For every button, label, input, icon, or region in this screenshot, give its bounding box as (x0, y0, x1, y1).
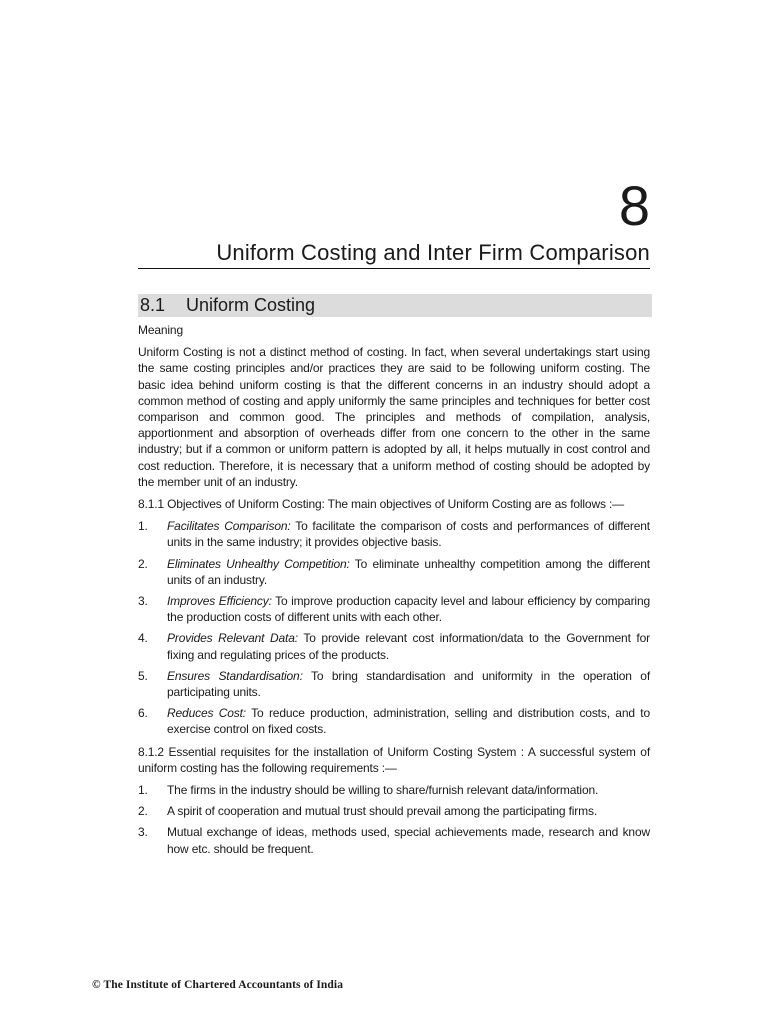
list-item-term: Facilitates Comparison: (167, 519, 291, 534)
list-item (138, 705, 650, 737)
requisites-list (138, 782, 650, 857)
objectives-list (138, 518, 650, 737)
section-number: 8.1 (140, 295, 166, 315)
list-item (138, 824, 650, 856)
list-item-term: Improves Efficiency: (167, 594, 272, 609)
list-item-term: Reduces Cost: (167, 706, 246, 721)
copyright-footer: © The Institute of Chartered Accountants of India (92, 979, 344, 991)
list-item-term: Provides Relevant Data: (167, 631, 298, 646)
list-item-term: Ensures Standardisation: (167, 668, 303, 683)
section-title: Uniform Costing (186, 295, 316, 315)
chapter-number: 8 (618, 174, 650, 237)
list-item (138, 782, 650, 798)
list-item-number: 1. (138, 783, 148, 798)
list-item-number: 5. (138, 668, 148, 683)
list-item-number: 2. (138, 556, 148, 571)
list-item-number: 3. (138, 594, 148, 609)
list-item-number: 4. (138, 631, 148, 646)
list-item-text: To facilitate the comparison of costs and performances of different units in the same industry; it provides objective basis. (167, 519, 650, 550)
list-item-text: A spirit of cooperation and mutual trust should prevail among the participating firms. (167, 804, 597, 819)
list-item-number: 2. (138, 804, 148, 819)
section-heading (138, 294, 652, 317)
list-item-text: To provide relevant cost information/data to the Government for fixing and regulating prices of the products. (167, 631, 650, 662)
list-item-text: The firms in the industry should be willing to share/furnish relevant data/information. (167, 783, 599, 798)
list-item-text: Mutual exchange of ideas, methods used, special achievements made, research and know how etc. should be frequent. (167, 825, 650, 856)
meaning-heading: Meaning (138, 323, 183, 337)
list-item-text: To improve production capacity level and labour efficiency by comparing the production costs of different units with each other. (167, 594, 650, 625)
intro-paragraph: Uniform Costing is not a distinct method of costing. In fact, when several undertakings start using the same costing principles and/or practices they are said to be following uniform costing. The basic idea behind uniform costing is that the different concerns in an industry should adopt a common method of costing and apply uniformly the same principles and techniques for better cost comparison and common good. The principles and methods of compilation, analysis, apportionment and absorption of overheads differ from one concern to the other in the same industry; but if a common or uniform pattern is adopted by all, it helps mutually in cost control and cost reduction. Therefore, it is necessary that a uniform method of costing should be adopted by the member unit of an industry. (138, 345, 650, 489)
list-item (138, 668, 650, 700)
list-item-text: To eliminate unhealthy competition among the different units of an industry. (167, 556, 650, 587)
objectives-intro: 8.1.1 Objectives of Uniform Costing: The main objectives of Uniform Costing are as follows :— (138, 497, 625, 512)
list-item-text: To bring standardisation and uniformity in the operation of participating units. (167, 668, 651, 700)
list-item (138, 630, 650, 662)
list-item-number: 6. (138, 706, 148, 721)
requisites-intro: 8.1.2 Essential requisites for the installation of Uniform Costing System : A successful system of uniform costing has the following requirements :— (138, 744, 650, 775)
list-item (138, 803, 650, 819)
body-content (138, 322, 650, 863)
list-item (138, 593, 650, 625)
list-item-text: To reduce production, administration, selling and distribution costs, and to exercise control on fixed costs. (167, 706, 650, 737)
list-item-number: 1. (138, 519, 148, 534)
list-item-number: 3. (138, 825, 148, 840)
list-item (138, 518, 650, 550)
list-item (138, 556, 650, 588)
list-item-term: Eliminates Unhealthy Competition: (167, 556, 350, 571)
chapter-title: Uniform Costing and Inter Firm Comparison (138, 240, 650, 269)
